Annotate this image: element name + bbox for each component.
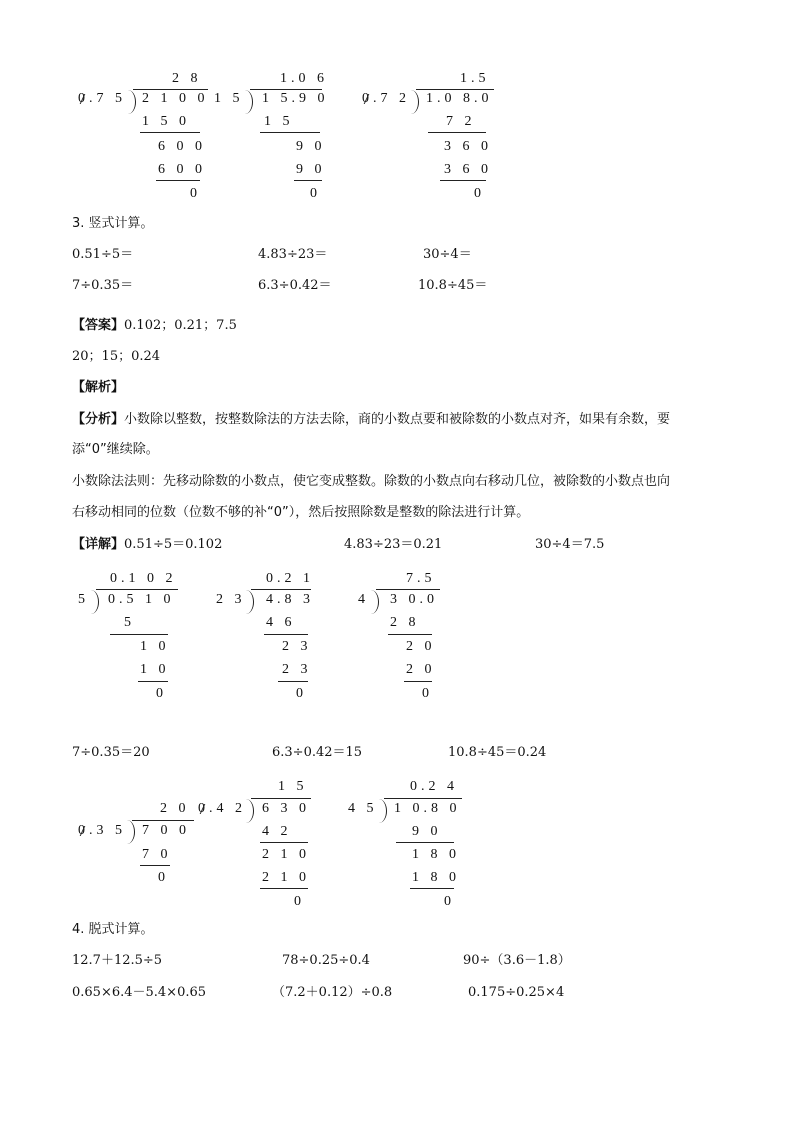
step-row: 2 0 (406, 639, 436, 654)
step-row: 2 3 (282, 662, 312, 677)
divisor: 1 5 (214, 91, 244, 106)
problem: 78÷0.25÷0.4 (282, 953, 370, 968)
step-row: 9 0 (296, 139, 326, 154)
dividend: 3 0.0 (390, 592, 438, 607)
detail-line (72, 537, 222, 553)
step-row: 5 (124, 615, 135, 630)
step-line (440, 180, 486, 181)
problem: 7÷0.35＝ (72, 278, 134, 293)
step-row: 0 (310, 186, 321, 201)
step-row: 4 6 (266, 615, 296, 630)
answer-values: 0.102；0.21；7.5 (124, 318, 237, 333)
dividend: 1.0 8.0 (426, 91, 493, 106)
dividend: 0.5 1 0 (108, 592, 175, 607)
divisor: 2 3 (216, 592, 246, 607)
problem: 10.8÷45＝ (418, 278, 488, 293)
quotient: 7.5 (406, 571, 436, 586)
step-row: 3 6 0 (444, 139, 492, 154)
step-line (404, 681, 432, 682)
dividend: 1 0.8 0 (394, 801, 461, 816)
division-bracket (245, 799, 254, 823)
division-bracket (410, 90, 419, 114)
analysis-tag: 【解析】 (72, 380, 125, 395)
analysis-line: 小数除法法则：先移动除数的小数点，使它变成整数。除数的小数点向右移动几位，被除数的小数点也向 (72, 474, 671, 489)
dividend: 4.8 3 (266, 592, 314, 607)
quotient: 0.2 4 (410, 779, 458, 794)
quotient: 2 0 (160, 801, 190, 816)
division-bracket (244, 90, 253, 114)
question-4-title: 4. 脱式计算。 (72, 922, 154, 937)
vinculum (416, 89, 494, 90)
problem: 0.175÷0.25×4 (468, 985, 565, 1000)
divisor: 0.7 5 (78, 91, 126, 106)
answer-line-2: 20；15；0.24 (72, 349, 161, 364)
step-row: 1 0 (140, 639, 170, 654)
step-row: 0 (156, 686, 167, 701)
quotient: 1.0 6 (280, 71, 328, 86)
vinculum (96, 589, 178, 590)
answer-line-1 (72, 318, 237, 334)
problem: 90÷（3.6－1.8） (463, 953, 571, 968)
quotient: 1 5 (278, 779, 308, 794)
step-line (140, 865, 170, 866)
step-line (260, 888, 308, 889)
step-line (138, 681, 168, 682)
problem: 0.65×6.4－5.4×0.65 (72, 985, 207, 1000)
step-row: 9 0 (412, 824, 442, 839)
divisor: 0.7 2 (362, 91, 410, 106)
problem: 30÷4＝ (423, 247, 472, 262)
question-3-title: 3. 竖式计算。 (72, 216, 154, 231)
step-row: 2 1 0 (262, 870, 310, 885)
equation: 4.83÷23＝0.21 (344, 537, 443, 552)
step-row: 9 0 (296, 162, 326, 177)
step-line (110, 634, 168, 635)
step-row: 0 (158, 870, 169, 885)
step-row: 2 8 (390, 615, 420, 630)
step-row: 3 6 0 (444, 162, 492, 177)
step-line (410, 888, 454, 889)
step-line (260, 842, 308, 843)
equation: 0.51÷5＝0.102 (124, 537, 223, 552)
step-row: 1 5 0 (142, 114, 190, 129)
step-row: 0 (474, 186, 485, 201)
divisor: 5 (78, 592, 89, 607)
quotient: 0.2 1 (266, 571, 314, 586)
problem: 6.3÷0.42＝ (258, 278, 332, 293)
division-bracket (90, 590, 99, 614)
step-line (428, 132, 486, 133)
dividend: 2 1 0 0 (142, 91, 209, 106)
vinculum (376, 589, 440, 590)
divisor: 4 (358, 592, 369, 607)
equation: 10.8÷45＝0.24 (448, 745, 547, 760)
vinculum (251, 798, 311, 799)
step-line (140, 132, 200, 133)
step-line (396, 842, 454, 843)
step-row: 2 3 (282, 639, 312, 654)
step-row: 0 (294, 894, 305, 909)
equation: 30÷4＝7.5 (535, 537, 605, 552)
problem: 12.7＋12.5÷5 (72, 953, 163, 968)
step-row: 1 0 (140, 662, 170, 677)
division-bracket (245, 590, 254, 614)
step-line (260, 132, 320, 133)
quotient: 1.5 (460, 71, 490, 86)
problem: 0.51÷5＝ (72, 247, 134, 262)
step-row: 4 2 (262, 824, 292, 839)
step-row: 0 (190, 186, 201, 201)
division-bracket (127, 90, 136, 114)
problem: （7.2＋0.12）÷0.8 (272, 985, 393, 1000)
step-row: 7 2 (446, 114, 476, 129)
vinculum (133, 89, 208, 90)
vinculum (384, 798, 462, 799)
division-bracket (126, 820, 135, 844)
step-line (156, 180, 200, 181)
divisor: 0.4 2 (198, 801, 246, 816)
step-row: 0 (296, 686, 307, 701)
equation: 7÷0.35＝20 (72, 745, 150, 760)
step-row: 2 1 0 (262, 847, 310, 862)
step-row: 6 0 0 (158, 162, 206, 177)
dividend: 1 5.9 0 (262, 91, 329, 106)
step-line (264, 634, 308, 635)
division-bracket (370, 590, 379, 614)
analysis-line: 添“0”继续除。 (72, 442, 159, 457)
divisor: 0.3 5 (78, 823, 126, 838)
step-row: 1 8 0 (412, 870, 460, 885)
step-line (278, 681, 308, 682)
problem: 4.83÷23＝ (258, 247, 328, 262)
step-row: 6 0 0 (158, 139, 206, 154)
divisor: 4 5 (348, 801, 378, 816)
dividend: 6 3 0 (262, 801, 310, 816)
dividend: 7 0 0 (142, 823, 190, 838)
division-bracket (378, 799, 387, 823)
vinculum (250, 89, 322, 90)
detail-tag: 【详解】 (72, 537, 125, 552)
step-row: 7 0 (142, 847, 172, 862)
vinculum (251, 589, 311, 590)
step-row: 2 0 (406, 662, 436, 677)
equation: 6.3÷0.42＝15 (272, 745, 363, 760)
quotient: 2 8 (172, 71, 202, 86)
analysis-sub-tag: 【分析】 (72, 412, 125, 427)
vinculum (132, 820, 194, 821)
analysis-line (72, 412, 670, 428)
analysis-line: 右移动相同的位数（位数不够的补“0”），然后按照除数是整数的除法进行计算。 (72, 505, 530, 520)
step-row: 1 5 (264, 114, 294, 129)
analysis-text: 小数除以整数，按整数除法的方法去除，商的小数点要和被除数的小数点对齐，如果有余数，要 (124, 412, 671, 427)
step-row: 0 (444, 894, 455, 909)
step-line (294, 180, 322, 181)
step-row: 1 8 0 (412, 847, 460, 862)
step-line (388, 634, 432, 635)
answer-tag: 【答案】 (72, 318, 125, 333)
step-row: 0 (422, 686, 433, 701)
quotient: 0.1 0 2 (110, 571, 177, 586)
